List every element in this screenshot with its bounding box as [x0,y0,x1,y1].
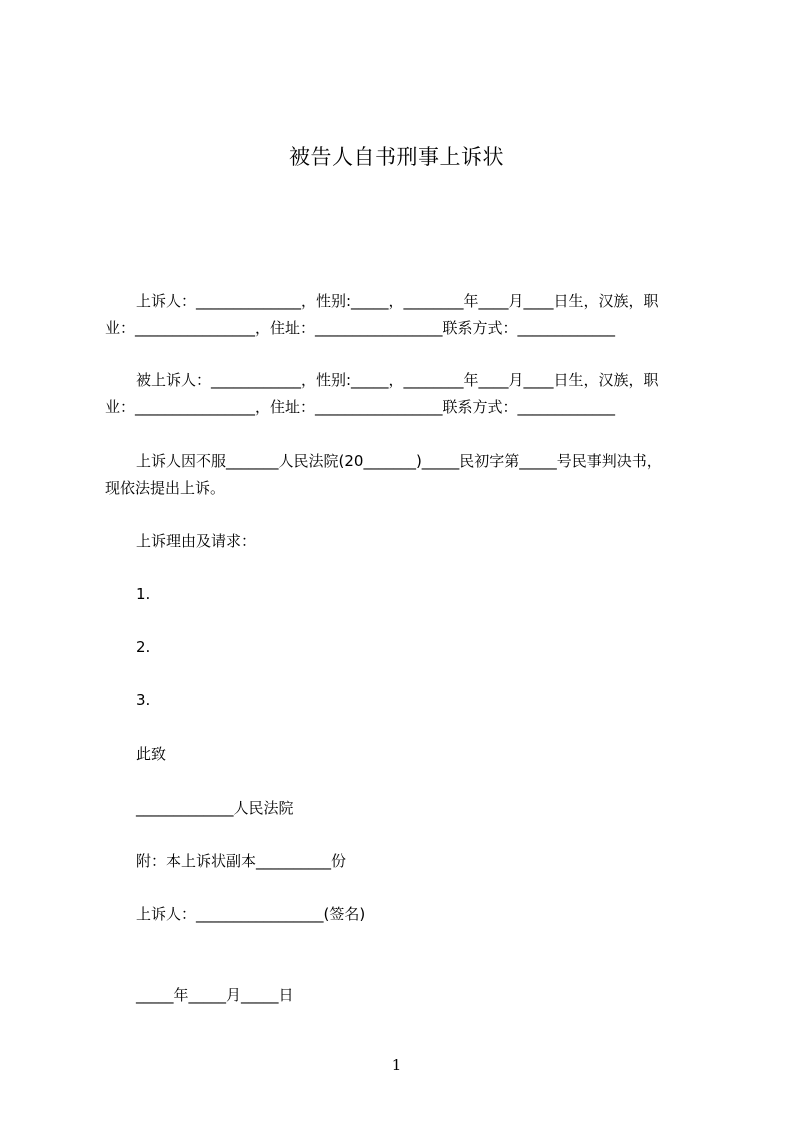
appellee-line-1: 被上诉人：____________，性别:_____，________年____月____日生，汉族，职 [136,371,659,389]
court-line: _____________人民法院 [136,799,294,817]
appeal-statement-line-2: 现依法提出上诉。 [105,479,226,497]
appellee-line-2: 业：________________，住址：_________________联系方式：_____________ [105,398,616,416]
reason-item-2: 2. [136,638,151,656]
appeal-statement-line-1: 上诉人因不服_______人民法院(20_______)_____民初字第_____号民事判决书， [136,452,662,470]
reason-item-3: 3. [136,691,151,709]
page-number: 1 [391,1056,402,1074]
appellant-line-1: 上诉人：______________，性别:_____，________年____月____日生，汉族，职 [136,292,659,310]
reasons-heading: 上诉理由及请求： [136,532,257,550]
reason-item-1: 1. [136,585,151,603]
date-line: _____年_____月_____日 [136,986,294,1004]
salutation: 此致 [136,745,167,763]
attachment-line: 附：本上诉状副本__________份 [136,852,347,870]
signature-line: 上诉人：_________________(签名) [136,905,366,923]
appellant-line-2: 业：________________，住址：_________________联系方式：_____________ [105,319,616,337]
page-title: 被告人自书刑事上诉状 [289,145,504,169]
